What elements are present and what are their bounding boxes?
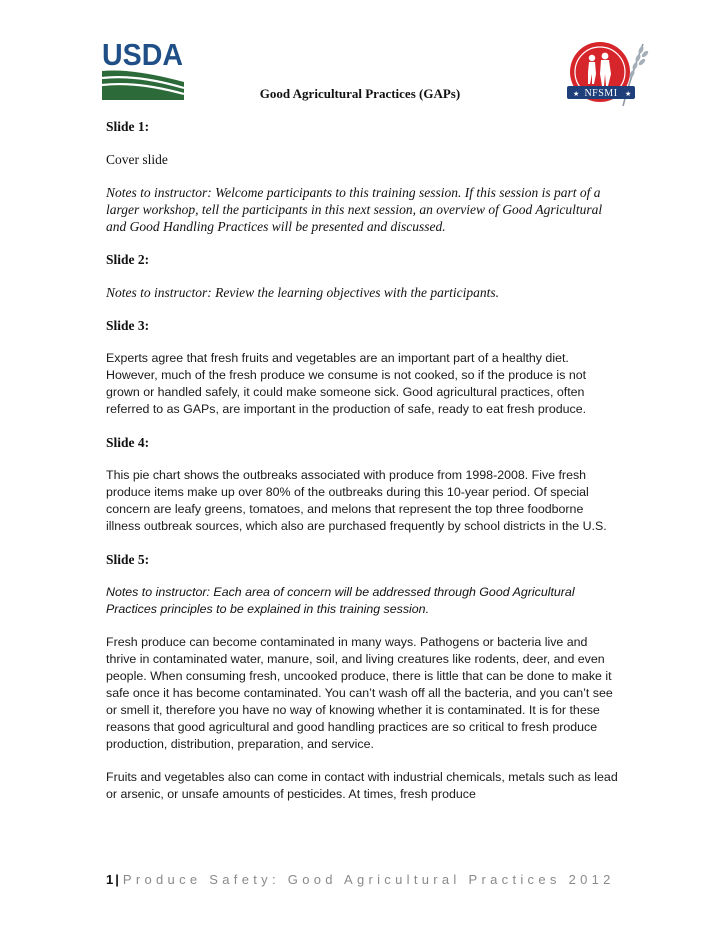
slide-5-paragraph-1: Fresh produce can become contaminated in many ways. Pathogens or bacteria live and thrive in contaminated water, manure, soil, and living creatures like rodents, deer, and even people. When consuming fresh, uncooked produce, there is little that can be done to make it safe once it has become contaminated. You can’t wash off all the bacteria, and you can’t see or smell it, therefore you have no way of knowing whether it is contaminated. It is for these reasons that good agricultural and good handling practices are so critical to fresh produce production, distribution, preparation, and service. [106,635,613,751]
page-number: 1 [106,872,114,887]
slide-3-heading: Slide 3: [106,318,150,333]
slide-1-heading: Slide 1: [106,119,150,134]
nfsmi-logo [565,36,649,116]
slide-1-notes: Notes to instructor: Welcome participants to this training session. If this session is part of a larger workshop, tell the participants in this next session, an overview of Good Agricultural and Good Handling Practices will be presented and discussed. [106,185,603,234]
document-title: Good Agricultural Practices (GAPs) [259,86,461,101]
slide-5-paragraph-2: Fruits and vegetables also can come in contact with industrial chemicals, metals such as lead or arsenic, or unsafe amounts of pesticides. At times, fresh produce [106,770,618,801]
slide-3-text: Experts agree that fresh fruits and vegetables are an important part of a healthy diet. However, much of the fresh produce we consume is not cooked, so if the produce is not grown or handled safely, it could make someone sick. Good agricultural practices, often referred to as GAPs, are important in the production of safe, ready to eat fresh produce. [106,351,587,416]
slide-2-heading: Slide 2: [106,252,150,267]
slide-5-heading: Slide 5: [106,552,150,567]
star-icon: ★ [573,90,580,98]
slide-4-heading: Slide 4: [106,435,150,450]
star-icon: ★ [625,90,632,98]
usda-logo-text: USDA [102,38,183,72]
slide-5-notes: Notes to instructor: Each area of concern will be addressed through Good Agricultural Practices principles to be explained in this training session. [106,585,575,616]
slide-4-text: This pie chart shows the outbreaks associated with produce from 1998-2008. Five fresh produce items make up over 80% of the outbreaks during this 10-year period. Of special concern are leafy greens, tomatoes, and melons that represent the top three foodborne illness outbreak sources, which also are purchased frequently by school districts in the U.S. [106,468,607,533]
slide-2-notes: Notes to instructor: Review the learning objectives with the participants. [106,285,499,300]
nfsmi-logo-text: NFSMI [584,88,618,99]
footer-separator: | [115,872,119,887]
document-body [106,118,618,819]
footer-text: Produce Safety: Good Agricultural Practices 2012 [122,872,615,887]
page-footer [106,872,626,887]
slide-1-text: Cover slide [106,152,168,167]
